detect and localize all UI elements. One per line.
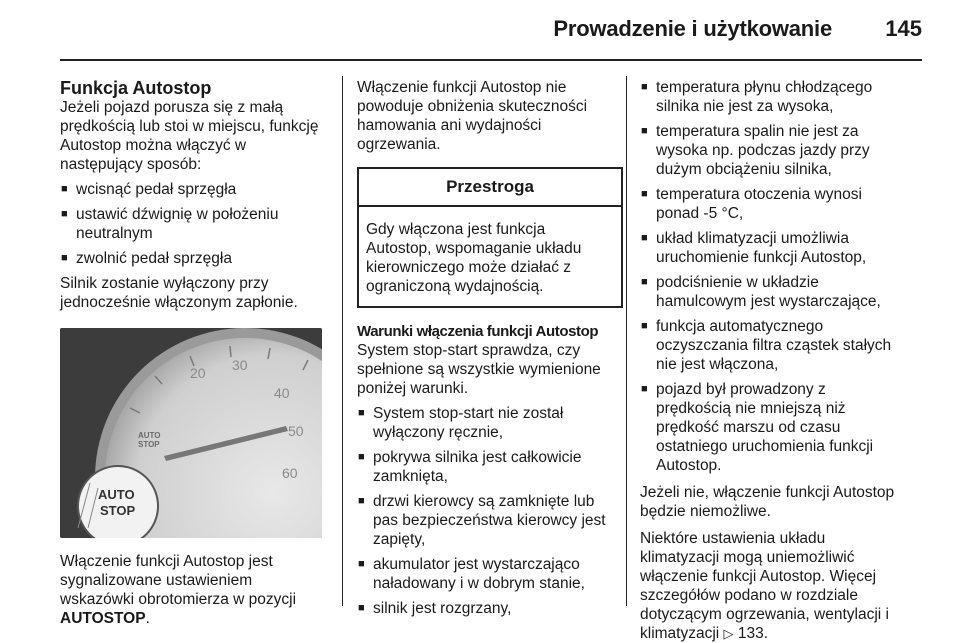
list-item (60, 205, 330, 243)
text-line: ■ układ klimatyzacji umożliwia (656, 230, 849, 247)
text-line: zamknięta, (373, 468, 448, 485)
list-item (640, 317, 925, 374)
list-item (357, 404, 625, 442)
text-line: Autostop można włączyć w (60, 137, 247, 154)
caution-title: Przestroga (359, 169, 621, 207)
paragraph (640, 483, 925, 521)
text-line: ■ System stop-start nie został (373, 405, 564, 422)
text-line: . (145, 610, 150, 627)
list-item (357, 599, 625, 618)
text-line: kierowniczego może działać z (366, 259, 572, 276)
text-line: oczyszczania filtra cząstek stałych (656, 337, 892, 354)
text-line: Włączenie funkcji Autostop jest (60, 553, 273, 570)
text-line: ■ temperatura spalin nie jest za (656, 123, 859, 140)
text-line: wskazówki obrotomierza w pozycji (60, 591, 297, 608)
text-line: nie jest włączona, (656, 356, 779, 373)
conditions-intro (357, 341, 625, 398)
text-line: ■ podciśnienie w układzie (656, 274, 819, 291)
text-line: silnika nie jest za wysoka, (656, 98, 834, 115)
text-line: neutralnym (76, 225, 153, 242)
text-line: Silnik zostanie wyłączony przy (60, 275, 269, 292)
caution-box (357, 167, 623, 308)
button-label: AUTO (98, 487, 135, 502)
text-line: ■ silnik jest rozgrzany, (373, 600, 512, 617)
section-title: Prowadzenie i użytkowanie (553, 16, 832, 41)
text-line: ograniczoną wydajnością. (366, 278, 544, 295)
list-item (60, 180, 330, 199)
text-line: naładowany i w dobrym stanie, (373, 575, 585, 592)
header-divider (60, 59, 922, 61)
list-item (357, 555, 625, 593)
text-line: Niektóre ustawienia układu (640, 530, 826, 547)
text-line: ■ wcisnąć pedał sprzęgła (76, 181, 237, 198)
dial-autostop-label: AUTO (138, 431, 161, 440)
text-line: spełnione są wszystkie wymienione (357, 361, 601, 378)
text-line: włączenie funkcji Autostop. Więcej (640, 568, 877, 585)
text-line: ■ ustawić dźwignię w położeniu (76, 206, 279, 223)
dial-autostop-label: STOP (138, 440, 160, 449)
text-line: pas bezpieczeństwa kierowcy jest (373, 512, 606, 529)
caution-text (359, 207, 621, 306)
text-line: wysoka np. podczas jazdy przy (656, 142, 870, 159)
text-line: ■ temperatura otoczenia wynosi (656, 186, 862, 203)
text-line: dużym obciążeniu silnika, (656, 161, 832, 178)
tick-label: 50 (288, 423, 304, 439)
tachometer-image (60, 328, 322, 538)
column-3 (640, 78, 925, 643)
column-1 (60, 78, 330, 628)
text-line: Włączenie funkcji Autostop nie (357, 79, 567, 96)
page-reference-link[interactable]: 133. (737, 625, 769, 642)
text-line: Jeżeli nie, włączenie funkcji Autostop (640, 484, 895, 501)
autostop-term: AUTOSTOP (60, 610, 146, 627)
reference-arrow-icon: ▷ (723, 626, 734, 641)
text-line: ■ zwolnić pedał sprzęgła (76, 250, 232, 267)
page-header (0, 0, 960, 60)
list-item (640, 273, 925, 311)
text-line: Autostop, wspomaganie układu (366, 240, 582, 257)
intro-paragraph (357, 78, 625, 154)
text-line: ■ temperatura płynu chłodzącego (656, 79, 873, 96)
list-item (60, 249, 330, 268)
text-line: ■ drzwi kierowcy są zamknięte lub (373, 493, 595, 510)
text-line: dotyczącym ogrzewania, wentylacji i (640, 606, 889, 623)
tick-label: 60 (282, 465, 298, 481)
text-line: ponad -5 °C, (656, 205, 744, 222)
text-line: sygnalizowane ustawieniem (60, 572, 253, 589)
heading-autostop: Funkcja Autostop (60, 78, 212, 98)
column-divider-2 (626, 76, 627, 606)
list-item (640, 78, 925, 116)
caption-paragraph (60, 552, 330, 628)
list-item (357, 492, 625, 549)
text-line: jednocześnie włączonym zapłonie. (60, 294, 298, 311)
list-item (640, 229, 925, 267)
text-line: ogrzewania. (357, 136, 441, 153)
list-item (640, 122, 925, 179)
text-line: prędkością nie mniejszą niż (656, 400, 846, 417)
text-line: następujący sposób: (60, 156, 202, 173)
text-line: szczegółów podano w rozdziale (640, 587, 858, 604)
intro-paragraph (60, 98, 330, 174)
text-line: klimatyzacji mogą uniemożliwić (640, 549, 855, 566)
tick-label: 20 (190, 365, 206, 381)
text-line: ■ pokrywa silnika jest całkowicie (373, 449, 582, 466)
text-line: Jeżeli pojazd porusza się z małą (60, 99, 284, 116)
list-item (357, 448, 625, 486)
column-2 (357, 78, 625, 618)
tachometer-illustration (60, 328, 322, 538)
text-line: prędkością lub stoi w miejscu, funkcję (60, 118, 319, 135)
text-line: powoduje obniżenia skuteczności (357, 98, 588, 115)
text-line: Autostop. (656, 457, 722, 474)
autostop-button-icon (78, 466, 158, 538)
conditions-list-continued (640, 78, 925, 475)
text-line: ■ funkcja automatycznego (656, 318, 824, 335)
steps-list (60, 180, 330, 268)
result-paragraph (60, 274, 330, 312)
text-line: System stop-start sprawdza, czy (357, 342, 581, 359)
heading-conditions: Warunki włączenia funkcji Autostop (357, 323, 599, 340)
text-line: hamowania ani wydajności (357, 117, 542, 134)
text-line (640, 624, 925, 643)
page-number: 145 (885, 16, 922, 41)
button-label: STOP (100, 503, 136, 518)
text-line: hamulcowym jest wystarczające, (656, 293, 881, 310)
paragraph (640, 529, 925, 643)
column-divider-1 (342, 76, 343, 606)
text-line: prędkość marszu od czasu (656, 419, 841, 436)
tick-label: 40 (274, 385, 290, 401)
list-item (640, 380, 925, 475)
text-line: ostatniego uruchomienia funkcji (656, 438, 874, 455)
text-line: klimatyzacji (640, 625, 720, 642)
text-line: ■ akumulator jest wystarczająco (373, 556, 580, 573)
text-line: poniżej warunki. (357, 380, 469, 397)
tick-label: 30 (232, 357, 248, 373)
text-line: będzie niemożliwe. (640, 503, 771, 520)
list-item (640, 185, 925, 223)
text-line (60, 609, 330, 628)
text-line: wyłączony ręcznie, (373, 424, 504, 441)
text-line: uruchomienie funkcji Autostop, (656, 249, 867, 266)
conditions-list (357, 404, 625, 618)
text-line: ■ pojazd był prowadzony z (656, 381, 826, 398)
text-line: zapięty, (373, 531, 426, 548)
text-line: Gdy włączona jest funkcja (366, 221, 546, 238)
